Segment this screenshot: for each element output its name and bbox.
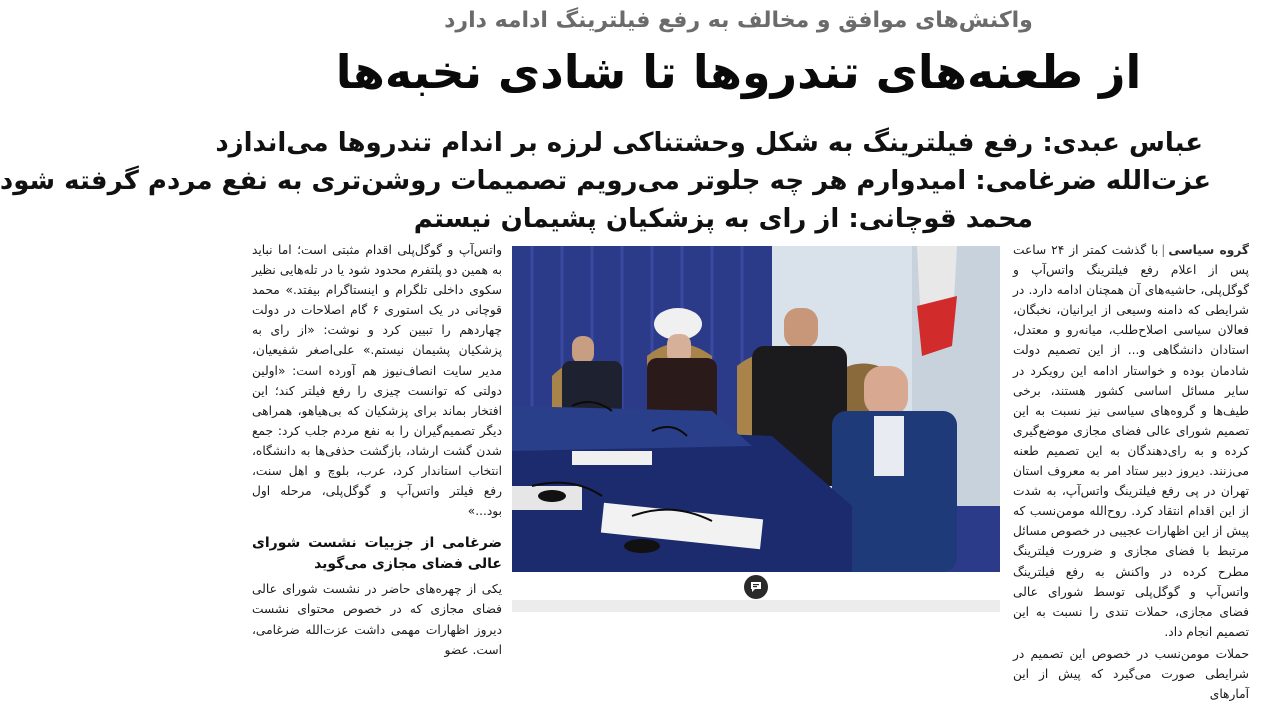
article-kicker: واکنش‌های موافق و مخالف به رفع فیلترینگ ادامه دارد	[444, 8, 1033, 33]
left-column	[252, 240, 503, 657]
right-column-body: با گذشت کمتر از ۲۴ ساعت پس از اعلام رفع فیلترینگ واتس‌آپ و گوگل‌پلی، حاشیه‌های آن همچنان ادامه دارد. در شرایطی که دامنه وسیعی از ایرانیان، نخبگان، فعالان سیاسی اصلاح‌طلب، میانه‌رو و معتدل، استادان دانشگاهی و... از این تصمیم دولت شادمان بوده و خواستار ادامه این رویکرد در سایر مسائل اساسی کشور هستند، برخی طیف‌ها و گروه‌های سیاسی نیز نسبت به این تصمیم شورای عالی فضای مجازی موضع‌گیری کرده و به رای‌دهندگان به این تصمیم طعنه می‌زنند. دیروز دبیر ستاد امر به معروف استان تهران در پی رفع فیلترینگ واتس‌آپ، به شدت از این اقدام انتقاد کرد. روح‌الله مومن‌نسب که پیش از این اظهارات عجیبی در خصوص مسائل مرتبط با فضای مجازی و ضرورت فیلترینگ مطرح کرده در واکنش به رفع فیلترینگ واتس‌آپ و گوگل‌پلی توسط شورای عالی فضای مجازی، حملات تندی را نسبت به این تصمیم انجام داد.	[1013, 243, 1249, 639]
article-headline: از طعنه‌های تندروها تا شادی نخبه‌ها	[335, 45, 1142, 99]
chat-bubble-glyph	[749, 580, 763, 594]
subheadline-abdi: عباس عبدی: رفع فیلترینگ به شکل وحشتناکی لرزه بر اندام تندروها می‌اندازد	[215, 128, 1203, 158]
subheadlines	[0, 124, 1211, 238]
source-label: گروه سیاسی	[1168, 243, 1249, 257]
left-subhead: ضرغامی از جزییات نشست شورای عالی فضای مجازی می‌گوید	[252, 535, 502, 573]
right-column-body-2: حملات مومن‌نسب در خصوص این تصمیم در شرایطی صورت می‌گیرد که پیش از این آمارهای	[1013, 646, 1249, 702]
chat-bubble-icon	[744, 575, 768, 599]
left-column-body-2: یکی از چهره‌های حاضر در نشست شورای عالی فضای مجازی که در خصوص محتوای نشست دیروز اظهارات مهمی داشت عزت‌الله ضرغامی، است. عضو	[252, 582, 502, 657]
meeting-photo-illustration	[512, 246, 1000, 572]
subheadline-ghouchani: محمد قوچانی: از رای به پزشکیان پشیمان نیستم	[413, 204, 1033, 234]
source-separator: |	[1161, 243, 1166, 257]
meeting-photo	[512, 246, 1000, 572]
subheadline-zarghami: عزت‌الله ضرغامی: امیدوارم هر چه جلوتر می‌رویم تصمیمات روشن‌تری به نفع مردم گرفته شود	[0, 166, 1211, 196]
photo-caption-strip	[512, 600, 1000, 612]
right-column	[1013, 240, 1249, 702]
left-column-body: واتس‌آپ و گوگل‌پلی اقدام مثبتی است؛ اما نباید به همین دو پلتفرم محدود شود یا در تله‌هایی نظیر سکوی داخلی تلگرام و اینستاگرام بیفتد.» محمد قوچانی در یک استوری ۶ گام اصلاحات در دولت چهاردهم را تبیین کرد و نوشت: «از رای به پزشکیان پشیمان نیستم.» علی‌اصغر شفیعیان، مدیر سایت انصاف‌نیوز هم آورده است: «اولین دولتی که توانست چیزی را رفع فیلتر کند؛ این افتخار بماند برای پزشکیان که بی‌هیاهو، همراهی دیگر تصمیم‌گیران را به نفع مردم جلب کرد: جمع شدن گشت ارشاد، بازگشت حذفی‌ها به دانشگاه، انتخاب استاندار کرد، عرب، بلوچ و اهل سنت، رفع فیلتر واتس‌آپ و گوگل‌پلی، مرحله اول بود...»	[252, 243, 503, 519]
